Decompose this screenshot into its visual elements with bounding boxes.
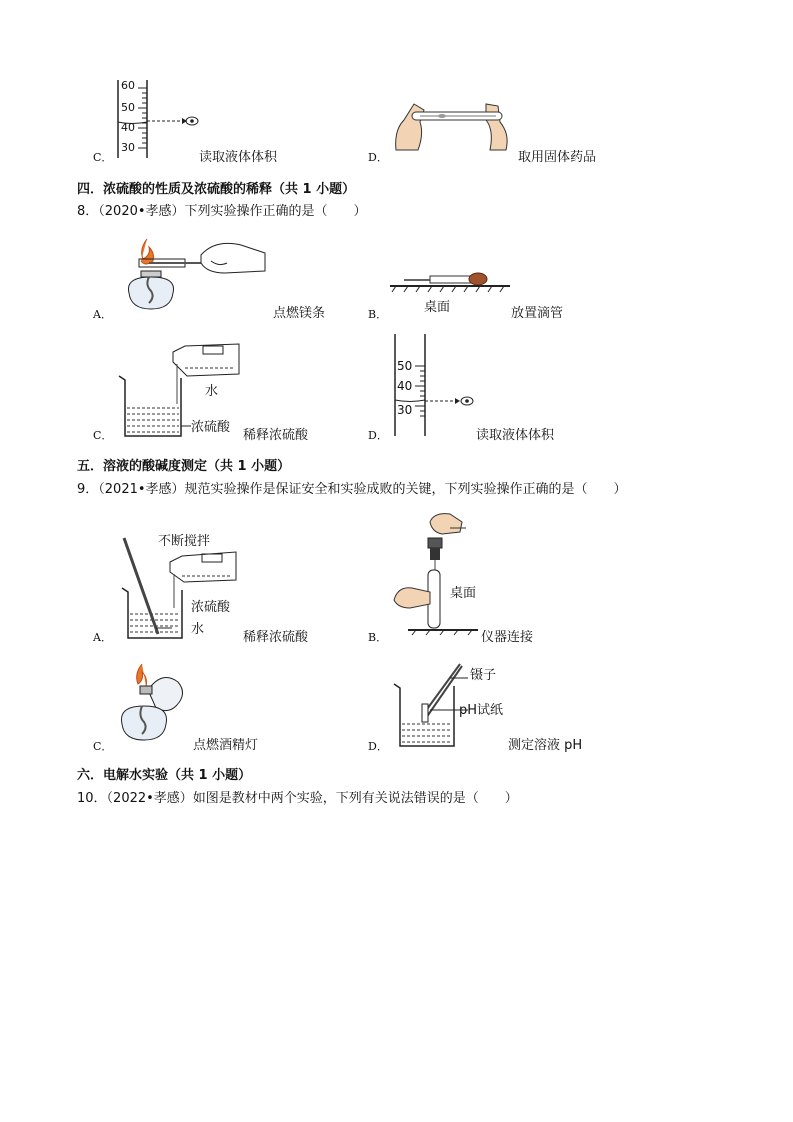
q8-option-c-water-label: 水 bbox=[205, 384, 219, 399]
section-6-heading: 六．电解水实验（共 1 小题） bbox=[77, 768, 252, 783]
q8-option-b-letter: B． bbox=[368, 308, 388, 321]
q9-option-a-letter: A． bbox=[93, 631, 112, 644]
scale-label-50: 50 bbox=[121, 101, 135, 114]
q9-option-b-letter: B． bbox=[368, 631, 388, 644]
light-alcohol-lamp-figure bbox=[112, 660, 192, 746]
scale-label-30: 30 bbox=[121, 141, 135, 154]
q9-option-d-tweezers-label: 镊子 bbox=[470, 668, 497, 683]
dropper-on-table-figure bbox=[390, 270, 570, 294]
option-c-letter: C． bbox=[93, 151, 113, 164]
q9-option-a-caption: 稀释浓硫酸 bbox=[243, 630, 309, 645]
q9-option-d-letter: D． bbox=[368, 740, 388, 753]
option-d-caption: 取用固体药品 bbox=[518, 150, 597, 165]
option-d-letter: D． bbox=[368, 151, 388, 164]
q8-option-c-letter: C． bbox=[93, 429, 113, 442]
q8-option-a-letter: A． bbox=[93, 308, 112, 321]
q9-option-c-caption: 点燃酒精灯 bbox=[193, 738, 259, 753]
q8-option-b-table-label: 桌面 bbox=[424, 300, 451, 315]
scale-label-60: 60 bbox=[121, 79, 135, 92]
q9-option-a-acid-label: 浓硫酸 bbox=[191, 600, 231, 615]
question-9: 9．（2021•孝感）规范实验操作是保证安全和实验成败的关键，下列实验操作正确的是（ ） bbox=[77, 482, 627, 497]
section-4-heading: 四．浓硫酸的性质及浓硫酸的稀释（共 1 小题） bbox=[77, 182, 356, 197]
q8-scale-label-30: 30 bbox=[397, 403, 413, 417]
solid-reagent-figure bbox=[390, 100, 520, 155]
q9-option-d-ph-paper-label: pH试纸 bbox=[459, 703, 504, 718]
question-8: 8．（2020•孝感）下列实验操作正确的是（ ） bbox=[77, 204, 367, 219]
q8-option-c-caption: 稀释浓硫酸 bbox=[243, 428, 309, 443]
q8-scale-label-40: 40 bbox=[397, 379, 413, 393]
q9-option-b-table-label: 桌面 bbox=[450, 586, 477, 601]
option-c-caption: 读取液体体积 bbox=[199, 150, 278, 165]
scale-label-40: 40 bbox=[121, 121, 135, 134]
burning-magnesium-figure bbox=[115, 233, 270, 317]
instrument-connection-figure bbox=[390, 508, 480, 636]
q9-option-d-caption: 测定溶液 pH bbox=[508, 738, 583, 753]
dilute-acid-correct-figure bbox=[118, 534, 248, 644]
q8-option-d-letter: D． bbox=[368, 429, 388, 442]
section-5-heading: 五．溶液的酸碱度测定（共 1 小题） bbox=[77, 459, 291, 474]
q8-scale-label-50: 50 bbox=[397, 359, 413, 373]
q8-option-a-caption: 点燃镁条 bbox=[273, 306, 326, 321]
q8-option-d-caption: 读取液体体积 bbox=[476, 428, 555, 443]
q8-option-b-caption: 放置滴管 bbox=[511, 306, 564, 321]
q9-option-c-letter: C． bbox=[93, 740, 113, 753]
q9-option-a-water-label: 水 bbox=[191, 622, 205, 637]
question-10: 10．（2022•孝感）如图是教材中两个实验，下列有关说法错误的是（ ） bbox=[77, 791, 518, 806]
q8-option-c-acid-label: 浓硫酸 bbox=[191, 420, 231, 435]
q9-option-b-caption: 仪器连接 bbox=[481, 630, 534, 645]
ph-test-figure bbox=[390, 660, 470, 752]
q9-option-a-stir-label: 不断搅拌 bbox=[158, 534, 211, 549]
